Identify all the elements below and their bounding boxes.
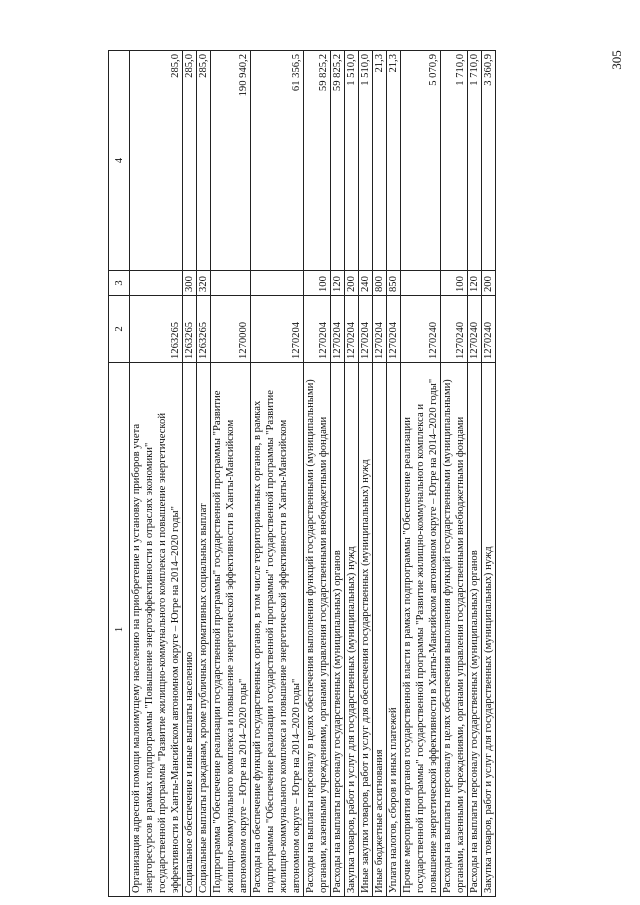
row-code: 1263265: [130, 296, 183, 363]
header-col-2: 2: [109, 296, 130, 363]
row-amount: 1 710,0: [468, 51, 482, 271]
row-type: 100: [304, 271, 331, 296]
row-name: Организация адресной помощи малоимущему населению на приобретение и установку приборов учета энергоресурсов в рамках подпрограммы "Повышение энергоэффективности в отраслях экономики" государственной программы "Развитие жилищно-коммунального комплекса и повышение энергетической эффективности в Ханты-Мансийском автономном округе – Югре на 2014–2020 годы": [130, 363, 183, 897]
row-code: 1263265: [183, 296, 197, 363]
header-col-3: 3: [109, 271, 130, 296]
table-row: [251, 51, 304, 897]
row-amount: 1 510,0: [359, 51, 373, 271]
row-amount: 5 070,9: [401, 51, 441, 271]
row-amount: 285,0: [130, 51, 183, 271]
rotated-page: [108, 55, 610, 897]
row-code: 1270204: [345, 296, 359, 363]
row-amount: 1 510,0: [345, 51, 359, 271]
table-row: [401, 51, 441, 897]
row-amount: 285,0: [183, 51, 197, 271]
table-row: [468, 51, 482, 897]
row-amount: 21,3: [373, 51, 387, 271]
row-name: Расходы на выплаты персоналу государственных (муниципальных) органов: [331, 363, 345, 897]
row-code: 1270240: [441, 296, 468, 363]
row-amount: 1 710,0: [441, 51, 468, 271]
row-type: 120: [468, 271, 482, 296]
row-code: 1270204: [373, 296, 387, 363]
table-header-row: [109, 51, 130, 897]
row-code: 1270000: [211, 296, 251, 363]
table-row: [482, 51, 496, 897]
row-type: 120: [331, 271, 345, 296]
row-type: [251, 271, 304, 296]
page-number: 305: [608, 50, 624, 70]
row-code: 1263265: [197, 296, 211, 363]
budget-table: [108, 50, 496, 897]
row-code: 1270204: [387, 296, 401, 363]
row-amount: 190 940,2: [211, 51, 251, 271]
table-row: [345, 51, 359, 897]
row-amount: 285,0: [197, 51, 211, 271]
row-name: Расходы на выплаты персоналу в целях обеспечения выполнения функций государственными (муниципальными) органами, казенными учреждениями, органами управления государственными внебюджетными фондами: [441, 363, 468, 897]
table-row: [331, 51, 345, 897]
table-row: [441, 51, 468, 897]
row-code: 1270204: [304, 296, 331, 363]
table-row: [211, 51, 251, 897]
row-code: 1270204: [251, 296, 304, 363]
table-row: [183, 51, 197, 897]
row-type: 240: [359, 271, 373, 296]
row-name: Социальные выплаты гражданам, кроме публичных нормативных социальных выплат: [197, 363, 211, 897]
row-code: 1270240: [482, 296, 496, 363]
row-type: 320: [197, 271, 211, 296]
row-code: 1270204: [331, 296, 345, 363]
row-name: Расходы на выплаты персоналу государственных (муниципальных) органов: [468, 363, 482, 897]
row-type: [401, 271, 441, 296]
table-row: [304, 51, 331, 897]
table-row: [197, 51, 211, 897]
row-type: 100: [441, 271, 468, 296]
row-amount: 3 360,9: [482, 51, 496, 271]
row-name: Расходы на выплаты персоналу в целях обеспечения выполнения функций государственными (муниципальными) органами, казенными учреждениями, органами управления государственными внебюджетными фондами: [304, 363, 331, 897]
row-name: Закупка товаров, работ и услуг для государственных (муниципальных) нужд: [345, 363, 359, 897]
row-type: [130, 271, 183, 296]
row-name: Прочие мероприятия органов государственной власти в рамках подпрограммы "Обеспечение реализации государственной программы" государственной программы "Развитие жилищно-коммунального комплекса и повышение энергетической эффективности в Ханты-Мансийском автономном округе – Югре на 2014–2020 годы": [401, 363, 441, 897]
row-amount: 59 825,2: [304, 51, 331, 271]
row-name: Иные бюджетные ассигнования: [373, 363, 387, 897]
row-type: 850: [387, 271, 401, 296]
row-code: 1270240: [468, 296, 482, 363]
row-code: 1270240: [401, 296, 441, 363]
row-amount: 21,3: [387, 51, 401, 271]
row-type: [211, 271, 251, 296]
row-name: Расходы на обеспечение функций государственных органов, в том числе территориальных органов, в рамках подпрограммы "Обеспечение реализации государственной программы" государственной программы "Развитие жилищно-коммунального комплекса и повышение энергетической эффективности в Ханты-Мансийском автономном округе – Югре на 2014–2020 годы": [251, 363, 304, 897]
header-col-4: 4: [109, 51, 130, 271]
row-name: Закупка товаров, работ и услуг для государственных (муниципальных) нужд: [482, 363, 496, 897]
header-col-1: 1: [109, 363, 130, 897]
row-type: 200: [345, 271, 359, 296]
row-type: 800: [373, 271, 387, 296]
row-name: Уплата налогов, сборов и иных платежей: [387, 363, 401, 897]
table-row: [373, 51, 387, 897]
row-code: 1270204: [359, 296, 373, 363]
row-amount: 61 356,5: [251, 51, 304, 271]
row-amount: 59 825,2: [331, 51, 345, 271]
table-row: [359, 51, 373, 897]
row-type: 200: [482, 271, 496, 296]
table-row: [130, 51, 183, 897]
table-row: [387, 51, 401, 897]
row-name: Подпрограмма "Обеспечение реализации государственной программы" государственной программы "Развитие жилищно-коммунального комплекса и повышение энергетической эффективности в Ханты-Мансийском автономном округе – Югре на 2014–2020 годы": [211, 363, 251, 897]
row-name: Иные закупки товаров, работ и услуг для обеспечения государственных (муниципальных) нужд: [359, 363, 373, 897]
row-type: 300: [183, 271, 197, 296]
row-name: Социальное обеспечение и иные выплаты населению: [183, 363, 197, 897]
